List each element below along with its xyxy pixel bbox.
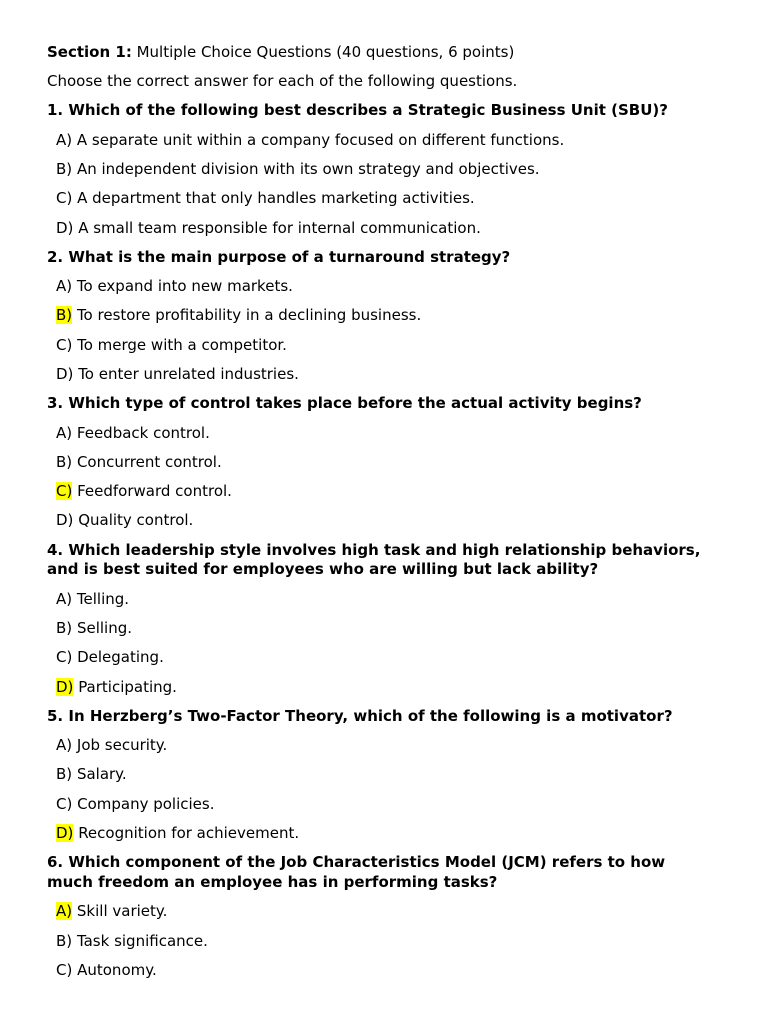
question-4-line-2: and is best suited for employees who are willing but lack ability? xyxy=(47,560,599,578)
question-5: 5. In Herzberg’s Two-Factor Theory, which of the following is a motivator? xyxy=(47,707,673,725)
section-title: Multiple Choice Questions (40 questions, 6 points) xyxy=(136,43,515,61)
option-text: Delegating. xyxy=(77,648,164,666)
option-text: Salary. xyxy=(76,765,127,783)
option-text: A small team responsible for internal communication. xyxy=(78,219,481,237)
option-letter: A) xyxy=(56,424,73,442)
option-text: Feedback control. xyxy=(76,424,210,442)
option-4b xyxy=(56,618,728,638)
section-heading xyxy=(47,42,728,62)
option-letter: C) xyxy=(56,795,73,813)
option-text: An independent division with its own strategy and objectives. xyxy=(76,160,540,178)
option-2b xyxy=(56,305,728,325)
option-text: A department that only handles marketing activities. xyxy=(77,189,475,207)
option-5b xyxy=(56,764,728,784)
option-letter: B) xyxy=(56,453,73,471)
option-4c xyxy=(56,647,728,667)
option-letter: B) xyxy=(56,932,73,950)
option-text: Telling. xyxy=(76,590,130,608)
option-letter: C) xyxy=(56,961,73,979)
question-2: 2. What is the main purpose of a turnaround strategy? xyxy=(47,248,511,266)
option-1c xyxy=(56,188,728,208)
option-letter-highlighted: A) xyxy=(56,902,73,920)
section-label: Section 1: xyxy=(47,43,132,61)
option-letter: B) xyxy=(56,619,73,637)
option-letter: A) xyxy=(56,590,73,608)
option-text: To restore profitability in a declining business. xyxy=(76,306,422,324)
option-text: A separate unit within a company focused on different functions. xyxy=(76,131,565,149)
option-4a xyxy=(56,589,728,609)
option-text: Feedforward control. xyxy=(77,482,232,500)
option-letter: D) xyxy=(56,365,74,383)
option-letter-highlighted: D) xyxy=(56,824,74,842)
option-letter: B) xyxy=(56,765,73,783)
option-text: Job security. xyxy=(76,736,168,754)
option-letter: C) xyxy=(56,189,73,207)
option-6c xyxy=(56,960,728,980)
option-letter: A) xyxy=(56,277,73,295)
option-letter-highlighted: D) xyxy=(56,678,74,696)
option-6b xyxy=(56,931,728,951)
question-1: 1. Which of the following best describes a Strategic Business Unit (SBU)? xyxy=(47,101,668,119)
option-2d xyxy=(56,364,728,384)
question-6-line-2: much freedom an employee has in performing tasks? xyxy=(47,873,498,891)
option-1b xyxy=(56,159,728,179)
option-text: To merge with a competitor. xyxy=(77,336,287,354)
option-text: Concurrent control. xyxy=(76,453,222,471)
option-3c xyxy=(56,481,728,501)
option-3b xyxy=(56,452,728,472)
option-text: To enter unrelated industries. xyxy=(78,365,299,383)
option-2c xyxy=(56,335,728,355)
option-5a xyxy=(56,735,728,755)
option-1a xyxy=(56,130,728,150)
option-5d xyxy=(56,823,728,843)
option-text: Selling. xyxy=(76,619,132,637)
question-6-line-1: 6. Which component of the Job Characteristics Model (JCM) refers to how xyxy=(47,853,666,871)
question-3: 3. Which type of control takes place before the actual activity begins? xyxy=(47,394,642,412)
question-4-line-1: 4. Which leadership style involves high task and high relationship behaviors, xyxy=(47,541,701,559)
option-text: Company policies. xyxy=(77,795,215,813)
option-letter: A) xyxy=(56,736,73,754)
option-3d xyxy=(56,510,728,530)
option-6a xyxy=(56,901,728,921)
option-2a xyxy=(56,276,728,296)
option-letter-highlighted: B) xyxy=(56,306,73,324)
option-text: To expand into new markets. xyxy=(76,277,293,295)
option-text: Quality control. xyxy=(78,511,194,529)
option-letter: C) xyxy=(56,336,73,354)
option-letter: D) xyxy=(56,219,74,237)
option-4d xyxy=(56,677,728,697)
option-text: Recognition for achievement. xyxy=(78,824,300,842)
option-text: Task significance. xyxy=(76,932,208,950)
option-letter: D) xyxy=(56,511,74,529)
instructions: Choose the correct answer for each of the following questions. xyxy=(47,72,518,90)
option-letter: C) xyxy=(56,648,73,666)
option-text: Participating. xyxy=(78,678,177,696)
option-letter-highlighted: C) xyxy=(56,482,73,500)
option-text: Autonomy. xyxy=(77,961,157,979)
option-5c xyxy=(56,794,728,814)
option-1d xyxy=(56,218,728,238)
option-letter: A) xyxy=(56,131,73,149)
option-letter: B) xyxy=(56,160,73,178)
option-3a xyxy=(56,423,728,443)
option-text: Skill variety. xyxy=(76,902,168,920)
